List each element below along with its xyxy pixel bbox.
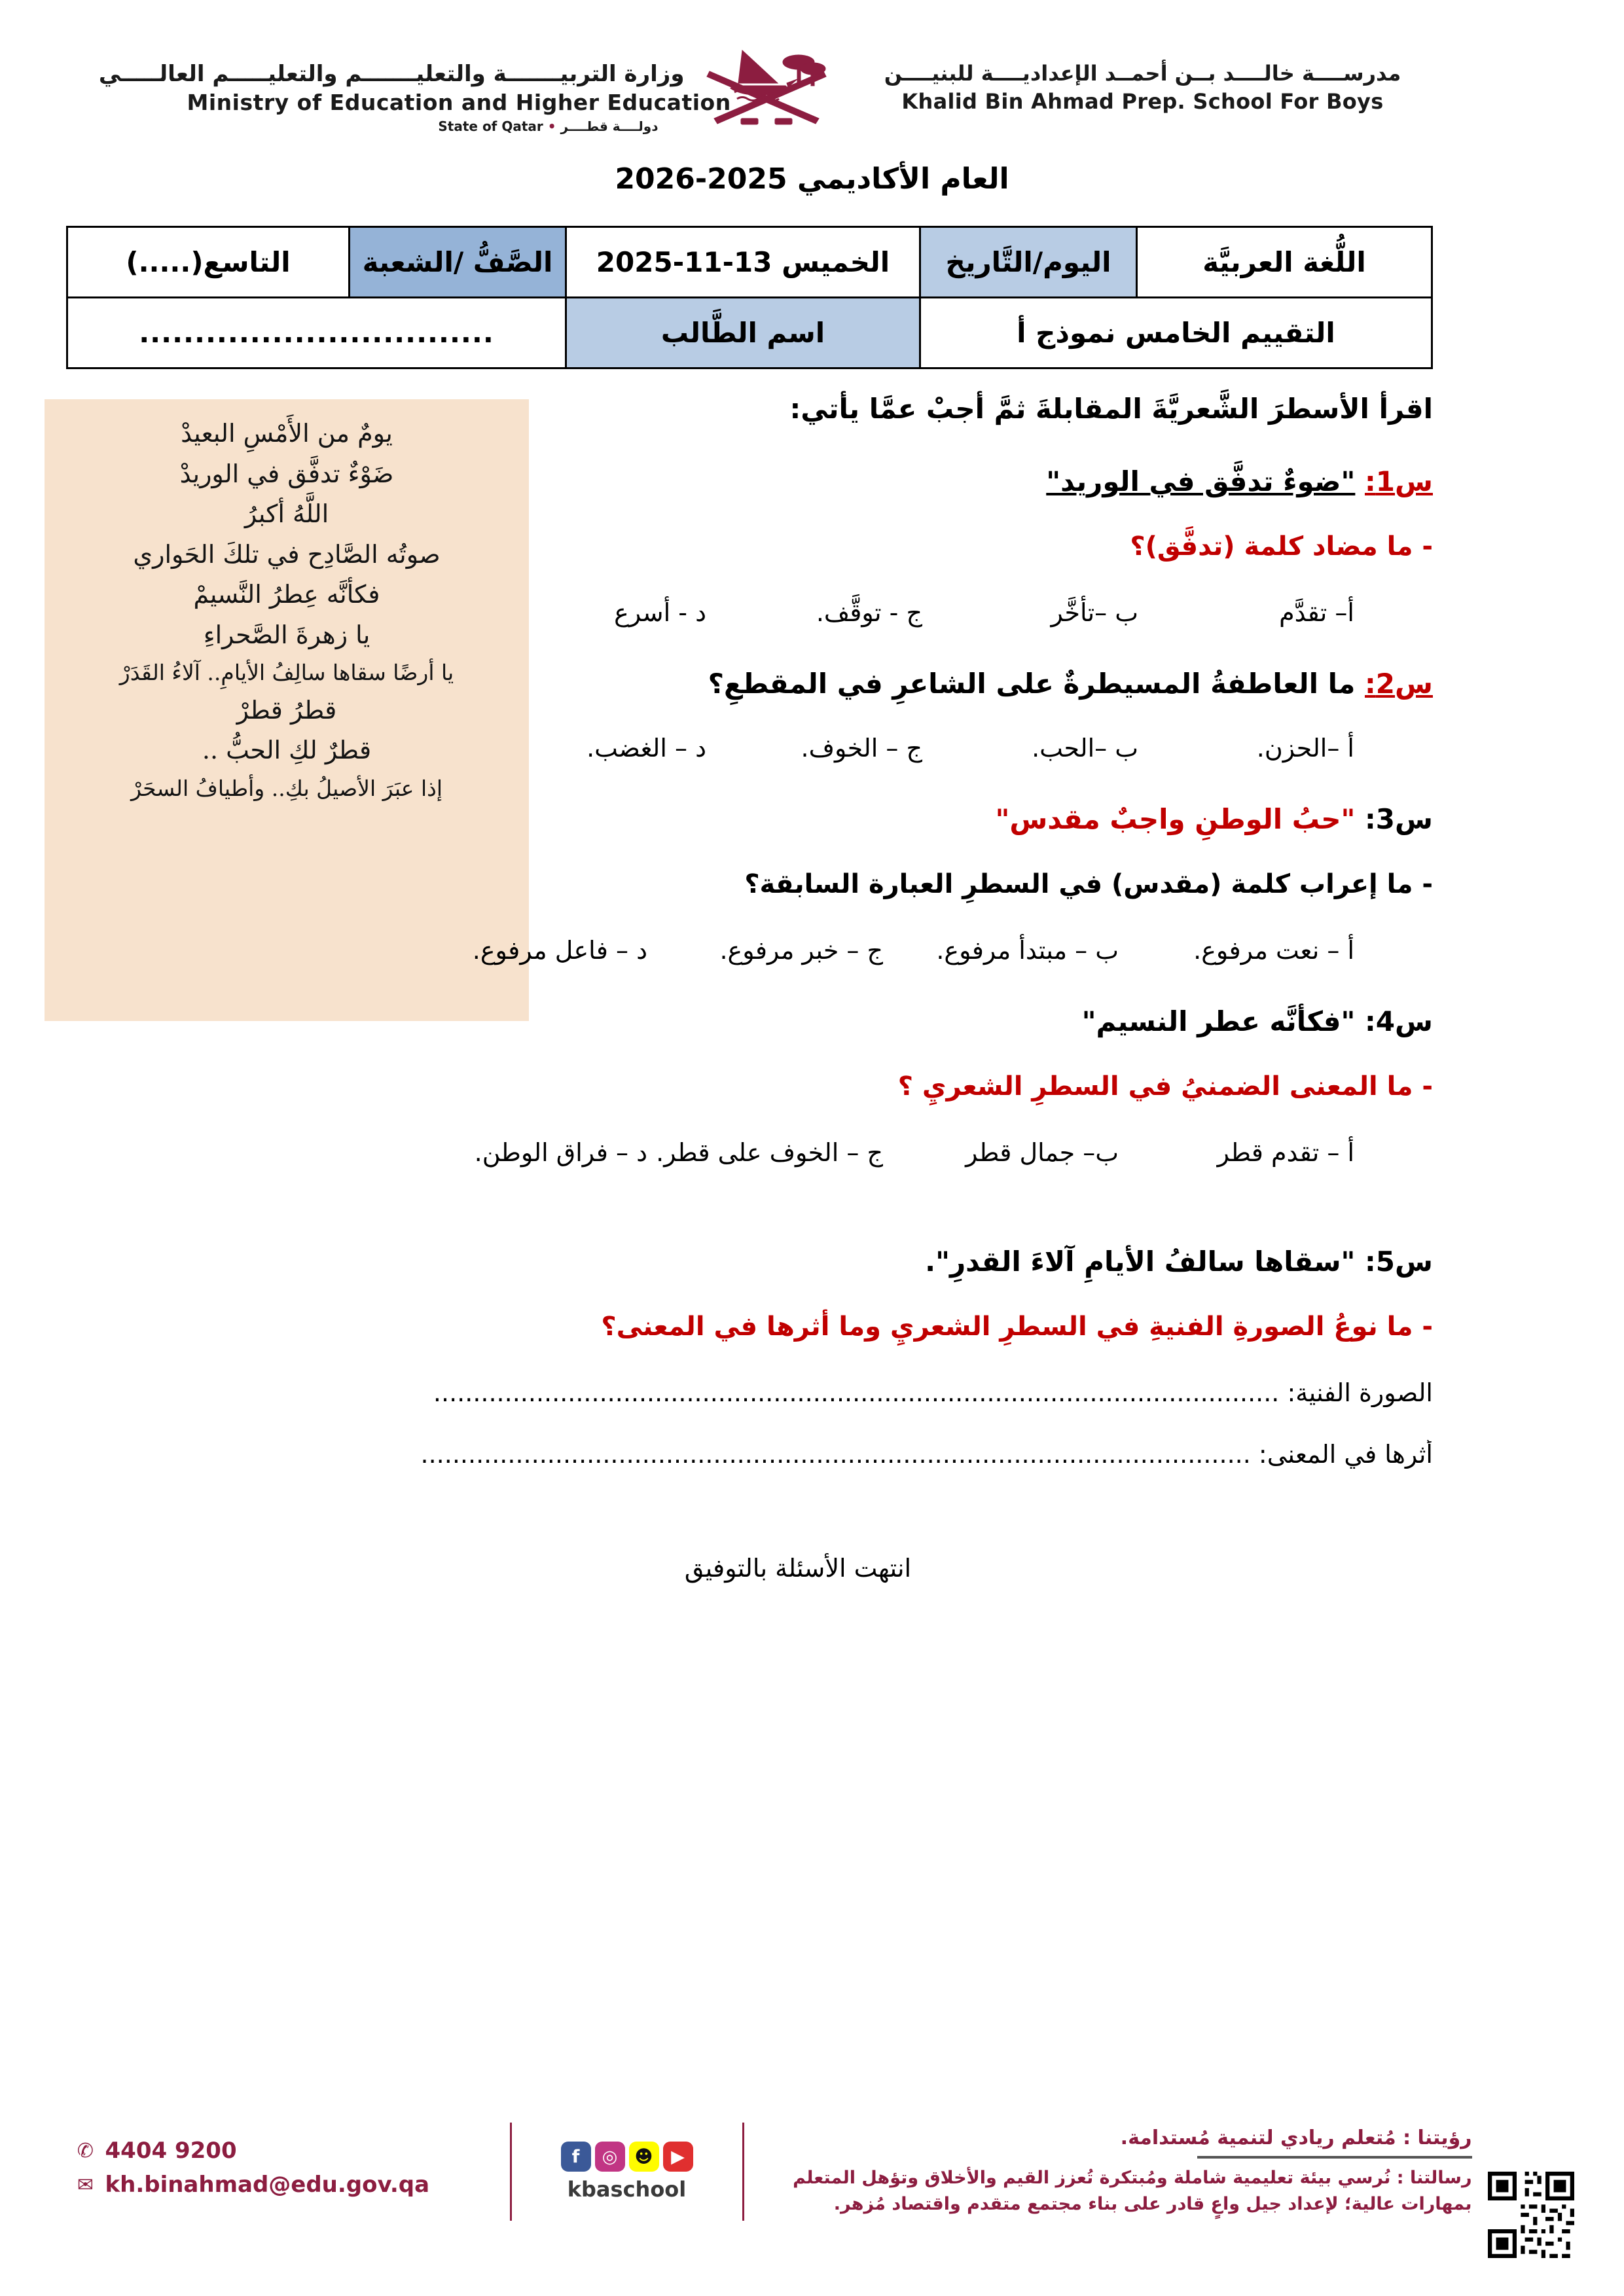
question-3-prompt: - ما إعراب كلمة (مقدس) في السطرِ العبارة السابقة؟ xyxy=(744,869,1433,899)
question-1-prompt: - ما مضاد كلمة (تدفَّق)؟ xyxy=(1130,531,1433,562)
question-1-stem xyxy=(163,465,1433,497)
question-5-prompt: - ما نوعُ الصورةِ الفنيةِ في السطرِ الشعريِ وما أثرها في المعنى؟ xyxy=(601,1312,1433,1342)
poem-line: فكأنَّه عِطرُ النَّسيمْ xyxy=(193,580,380,609)
table-row xyxy=(67,227,1432,298)
envelope-icon: ✉ xyxy=(77,2173,94,2197)
school-name-arabic: مدرســــة خالــــد بــن أحمــد الإعداديــــة للبنيــــن xyxy=(884,61,1401,86)
page-title: العام الأكاديمي 2025-2026 xyxy=(615,162,1009,196)
phone-row xyxy=(74,2138,493,2164)
option-d[interactable]: د - أسرع xyxy=(614,598,706,627)
phone-number[interactable]: 4404 9200 xyxy=(105,2138,237,2164)
poem-line: صوتُه الصَّادِح في تلكَ الحَواري xyxy=(133,539,441,569)
option-b[interactable]: ب – مبتدأ مرفوع. xyxy=(936,936,1119,965)
social-icons-row xyxy=(529,2142,725,2172)
question-2-text: ما العاطفةُ المسيطرةٌ على الشاعرِ في المقطعِ؟ xyxy=(708,668,1356,700)
option-a[interactable]: أ– تقدَّم xyxy=(1279,598,1354,627)
exam-info-table xyxy=(66,226,1433,369)
country-name-english: State of Qatar xyxy=(438,118,543,134)
option-c[interactable]: ج – الخوف على قطر. xyxy=(656,1138,883,1167)
table-row xyxy=(67,298,1432,368)
option-c[interactable]: ج – خبر مرفوع. xyxy=(719,936,883,965)
qr-code-icon[interactable] xyxy=(1488,2172,1574,2258)
questions-column xyxy=(163,393,1433,1583)
vision-label: رؤيتنا : xyxy=(1403,2126,1472,2150)
social-block xyxy=(529,2142,725,2202)
ministry-country-line xyxy=(187,118,685,134)
emblem-icon xyxy=(704,40,829,132)
poem-line: ضَوْءٌ تدفَّق في الوريدْ xyxy=(179,459,394,488)
question-1-quote: "ضوءٌ تدفَّق في الوريد" xyxy=(1046,465,1356,497)
question-5-stem xyxy=(163,1246,1433,1278)
question-4-number: س4: xyxy=(1365,1005,1433,1037)
option-d[interactable]: د – فاعل مرفوع. xyxy=(472,936,647,965)
document-header xyxy=(0,36,1624,141)
question-4-stem xyxy=(163,1005,1433,1037)
question-4-options xyxy=(163,1138,1433,1167)
instruction-text: اقرأ الأسطرَ الشَّعريَّةَ المقابلةَ ثمَّ أجبْ عمَّا يأتي: xyxy=(789,393,1433,425)
end-note: انتهت الأسئلة بالتوفيق xyxy=(684,1554,912,1583)
cell-class-value[interactable]: التاسع(.....) xyxy=(67,227,350,298)
poem-line: يا زهرةَ الصَّحراءِ xyxy=(203,620,370,649)
document-footer xyxy=(0,2087,1624,2257)
qatar-state-emblem xyxy=(685,36,848,132)
question-3-number: س3: xyxy=(1365,803,1433,835)
divider xyxy=(510,2123,512,2221)
question-3-quote: "حبُ الوطنِ واجبٌ مقدس" xyxy=(995,803,1356,835)
question-1-number: س1: xyxy=(1365,465,1433,497)
cell-assessment-label: التقييم الخامس نموذج أ xyxy=(920,298,1432,368)
vision-mission-block xyxy=(761,2126,1472,2216)
poem-line: قطرٌ لكِ الحبُّ .. xyxy=(202,736,372,765)
question-3-stem xyxy=(163,803,1433,835)
poem-line: يومٌ من الأَمْسِ البعيدْ xyxy=(181,419,393,448)
ministry-logo xyxy=(98,36,731,134)
cell-student-label: اسم الطَّالب xyxy=(566,298,920,368)
question-4-quote: "فكأنَّه عطر النسيم" xyxy=(1081,1005,1356,1037)
cell-student-value[interactable]: ................................ xyxy=(67,298,566,368)
ministry-name-english: Ministry of Education and Higher Education xyxy=(187,90,731,115)
email-address[interactable]: kh.binahmad@edu.gov.qa xyxy=(105,2172,430,2198)
cell-date-label: اليوم/التَّاريخ xyxy=(920,227,1137,298)
vision-line xyxy=(778,2126,1472,2149)
country-name-arabic: دولــــة قطــــر xyxy=(560,118,659,134)
cell-date-value[interactable]: الخميس 13-11-2025 xyxy=(566,227,920,298)
school-logo xyxy=(848,36,1437,114)
option-b[interactable]: ب –تأخَّر xyxy=(1051,598,1138,627)
option-c[interactable]: ج – الخوف. xyxy=(801,734,922,762)
cell-class-label: الصَّفُّ /الشعبة xyxy=(350,227,566,298)
divider xyxy=(1197,2156,1472,2159)
contact-block xyxy=(74,2138,493,2206)
snapchat-icon[interactable]: ☻ xyxy=(629,2142,659,2172)
option-a[interactable]: أ – نعت مرفوع. xyxy=(1193,936,1354,965)
question-2-stem xyxy=(163,668,1433,700)
social-handle: kbaschool xyxy=(567,2177,687,2202)
vision-text: مُتعلم ريادي لتنمية مُستدامة. xyxy=(1120,2126,1396,2150)
divider xyxy=(742,2123,744,2221)
question-2-number: س2: xyxy=(1365,668,1433,700)
mission-text-2: بمهارات عالية؛ لإعداد جيل واعٍ قادر على بناء مجتمع متقدم واقتصاد مُزهر. xyxy=(833,2193,1472,2214)
poem-line: قطرُ قطرْ xyxy=(236,695,337,725)
cell-subject: اللُّغة العربيَّة xyxy=(1137,227,1432,298)
school-name-english: Khalid Bin Ahmad Prep. School For Boys xyxy=(901,89,1384,114)
mission-line-1 xyxy=(778,2165,1472,2191)
option-c[interactable]: ج - توقَّف. xyxy=(816,598,922,627)
instagram-icon[interactable]: ◎ xyxy=(595,2142,625,2172)
option-b[interactable]: ب –الحب. xyxy=(1032,734,1138,762)
poem-line: اللَّهُ أكبرُ xyxy=(244,499,329,529)
option-a[interactable]: أ – تقدم قطر xyxy=(1217,1138,1354,1167)
mission-text-1: نُرسي بيئة تعليمية شاملة ومُبتكرة تُعزز القيم والأخلاق وتؤهل المتعلم xyxy=(793,2168,1391,2189)
ministry-name-arabic: وزارة التربيـــــــة والتعليـــــــم والتعليـــــم العالـــــي xyxy=(98,61,685,87)
poem-line: يا أرضًا سقاها سالِفُ الأيامِ.. آلاءُ القَدَرْ xyxy=(119,660,454,686)
question-2-options xyxy=(163,734,1433,762)
option-d[interactable]: د – فراق الوطن. xyxy=(474,1138,647,1167)
email-row xyxy=(74,2172,493,2198)
answer-line-artistic-image[interactable]: الصورة الفنية: ........................................................................................................... xyxy=(433,1378,1433,1407)
question-1-options xyxy=(163,598,1433,627)
question-4-prompt: - ما المعنى الضمنيُ في السطرِ الشعريِ ؟ xyxy=(897,1071,1433,1102)
option-d[interactable]: د – الغضب. xyxy=(586,734,706,762)
facebook-icon[interactable]: f xyxy=(561,2142,591,2172)
option-a[interactable]: أ –الحزن. xyxy=(1256,734,1354,762)
phone-icon: ✆ xyxy=(77,2139,94,2162)
separator-dot: • xyxy=(547,118,561,134)
question-3-options xyxy=(163,936,1433,965)
question-5-quote: "سقاها سالفُ الأيامِ آلاءَ القدرِ". xyxy=(925,1246,1356,1278)
answer-line-meaning-effect[interactable]: أثرها في المعنى: ......................................................................................................... xyxy=(420,1440,1433,1469)
youtube-icon[interactable]: ▶ xyxy=(663,2142,693,2172)
option-b[interactable]: ب– جمال قطر xyxy=(965,1138,1119,1167)
question-5-number: س5: xyxy=(1365,1246,1433,1278)
poem-line: إذا عبَرَ الأصيلُ بكِ.. وأطيافُ السحَرْ xyxy=(130,775,443,801)
mission-label: رسالتنا : xyxy=(1396,2168,1472,2189)
